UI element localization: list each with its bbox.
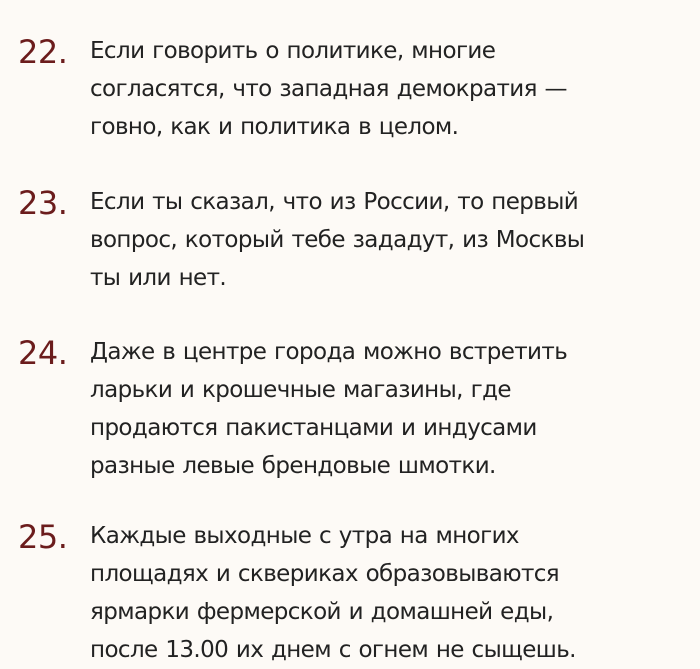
item-number: 23. [18, 184, 68, 222]
text-line: вопрос, который тебе зададут, из Москвы [90, 227, 585, 253]
text-line: после 13.00 их днем с огнем не сыщешь. [90, 637, 576, 663]
item-number: 25. [18, 518, 68, 556]
item-number: 24. [18, 334, 68, 372]
item-text [90, 517, 688, 669]
text-line: ларьки и крошечные магазины, где [90, 377, 511, 403]
item-number: 22. [18, 33, 68, 71]
text-line: площадях и сквериках образовываются [90, 561, 560, 587]
item-text [90, 183, 688, 297]
text-line: говно, как и политика в целом. [90, 114, 459, 140]
text-line: Если ты сказал, что из России, то первый [90, 189, 579, 215]
text-line: ты или нет. [90, 265, 227, 291]
text-line: разные левые брендовые шмотки. [90, 453, 496, 479]
item-text [90, 333, 688, 485]
text-line: Если говорить о политике, многие [90, 38, 496, 64]
text-line: продаются пакистанцами и индусами [90, 415, 537, 441]
text-line: Даже в центре города можно встретить [90, 339, 568, 365]
text-line: Каждые выходные с утра на многих [90, 523, 519, 549]
item-text [90, 32, 688, 146]
text-line: согласятся, что западная демократия — [90, 76, 567, 102]
text-line: ярмарки фермерской и домашней еды, [90, 599, 554, 625]
